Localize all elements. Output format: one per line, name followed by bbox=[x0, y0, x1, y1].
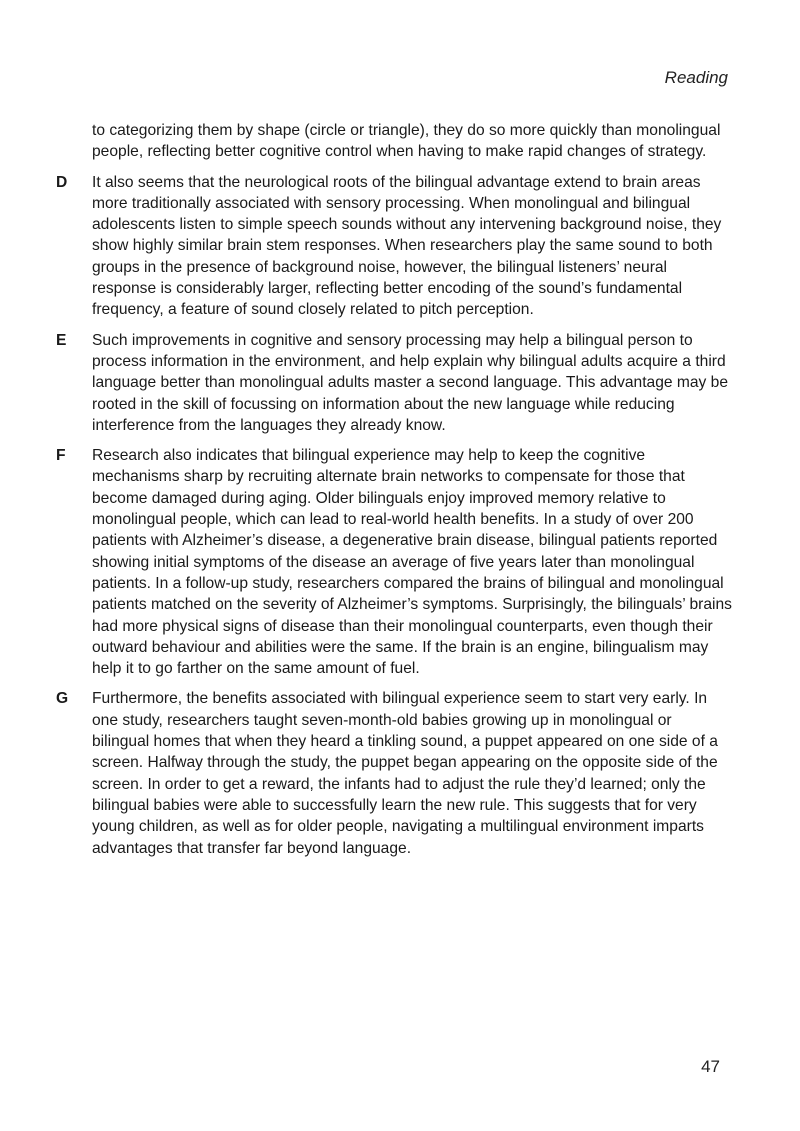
paragraph-e bbox=[52, 330, 732, 436]
paragraph-text: to categorizing them by shape (circle or triangle), they do so more quickly than monolingual people, reflecting better cognitive control when having to make rapid changes of strategy. bbox=[92, 122, 721, 161]
paragraph-d bbox=[52, 172, 732, 321]
paragraph-text: It also seems that the neurological roots of the bilingual advantage extend to brain areas more traditionally associated with sensory processing. When monolingual and bilingual adolescents listen to simple speech sounds without any intervening background noise, they show highly similar brain stem responses. When researchers play the same sound to both groups in the presence of background noise, however, the bilingual listeners’ neural response is considerably larger, reflecting better encoding of the sound’s fundamental frequency, a feature of sound closely related to pitch perception. bbox=[92, 173, 722, 319]
paragraph-letter: E bbox=[56, 331, 67, 349]
paragraph-continued bbox=[52, 120, 732, 163]
paragraph-letter: G bbox=[56, 690, 69, 708]
running-head: Reading bbox=[664, 68, 728, 87]
paragraph-text: Such improvements in cognitive and sensory processing may help a bilingual person to process information in the environment, and help explain why bilingual adults acquire a third language better than monolingual adults master a second language. This advantage may be rooted in the skill of focussing on information about the new language while reducing interference from the languages they already know. bbox=[92, 331, 729, 434]
paragraph-letter: F bbox=[56, 447, 66, 465]
paragraph-letter: D bbox=[56, 173, 68, 191]
paragraph-text: Research also indicates that bilingual experience may help to keep the cognitive mechanisms sharp by recruiting alternate brain networks to compensate for those that become damaged during aging. Older bilinguals enjoy improved memory relative to monolingual people, which can lead to real-world health benefits. In a study of over 200 patients with Alzheimer’s disease, a degenerative brain disease, bilingual patients reported showing initial symptoms of the disease an average of five years later than monolingual patients. In a follow-up study, researchers compared the brains of bilingual and monolingual patients matched on the severity of Alzheimer’s symptoms. Surprisingly, the bilinguals’ brains had more physical signs of disease than their monolingual counterparts, even though their outward behaviour and abilities were the same. If the brain is an engine, bilingualism may help it to go farther on the same amount of fuel. bbox=[92, 447, 732, 678]
paragraph-f bbox=[52, 445, 732, 679]
paragraph-g bbox=[52, 688, 732, 858]
reading-passage bbox=[52, 120, 732, 868]
page-number: 47 bbox=[701, 1057, 720, 1076]
paragraph-text: Furthermore, the benefits associated with bilingual experience seem to start very early. In one study, researchers taught seven-month-old babies growing up in monolingual or bilingual homes that when they heard a tinkling sound, a puppet appeared on one side of a screen. Halfway through the study, the puppet began appearing on the opposite side of the screen. In order to get a reward, the infants had to adjust the rule they’d learned; only the bilingual babies were able to successfully learn the new rule. This suggests that for very young children, as well as for older people, navigating a multilingual environment imparts advantages that transfer far beyond language. bbox=[92, 690, 718, 857]
